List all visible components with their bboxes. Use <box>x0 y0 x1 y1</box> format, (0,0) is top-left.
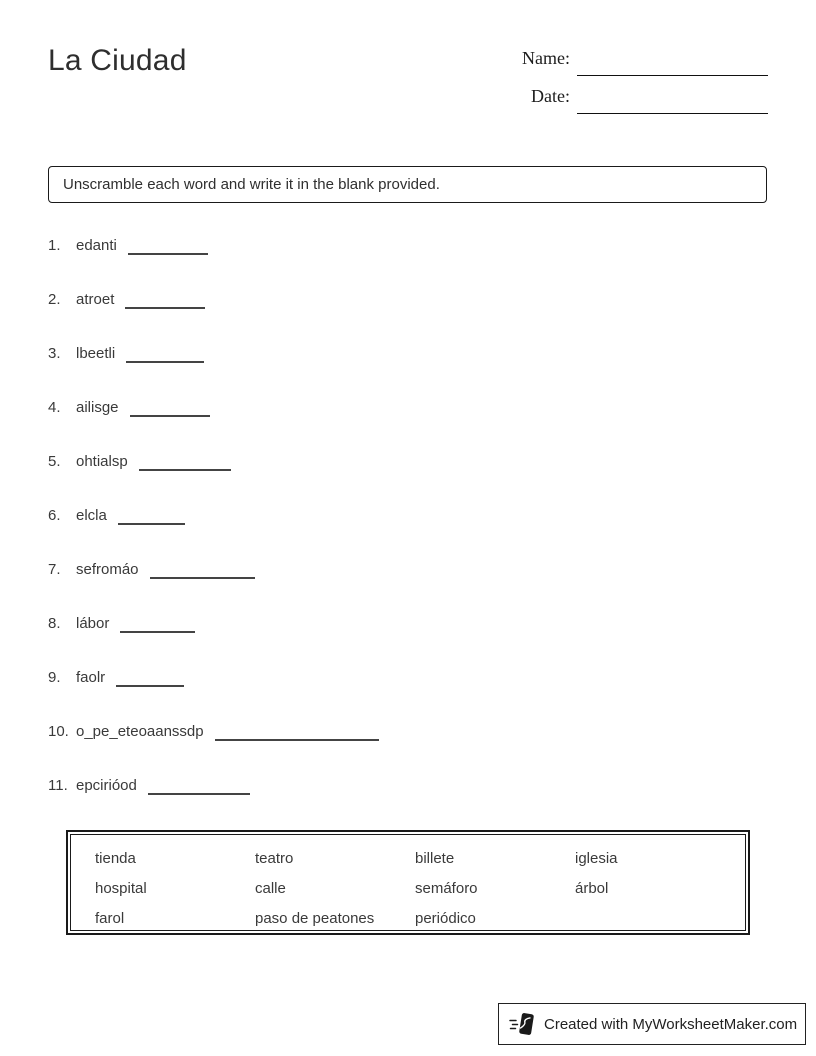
word-bank-box <box>66 830 750 935</box>
item-number: 6. <box>48 507 61 524</box>
item-number: 10. <box>48 723 69 740</box>
word-bank-entry: calle <box>255 879 286 897</box>
item-number: 2. <box>48 291 61 308</box>
answer-blank-line <box>125 290 205 309</box>
answer-blank-line <box>116 668 184 687</box>
scrambled-word: faolr <box>76 669 106 686</box>
answer-blank-line <box>148 776 250 795</box>
answer-blank-line <box>118 506 185 525</box>
word-bank-entry: billete <box>415 849 455 867</box>
name-field-row <box>522 48 768 76</box>
word-bank-entry: iglesia <box>575 849 618 867</box>
word-bank-entry: periódico <box>415 909 476 927</box>
credit-text: Created with MyWorksheetMaker.com <box>544 1015 798 1033</box>
page-title: La Ciudad <box>48 44 187 77</box>
scrambled-word: o_pe_eteoaanssdp <box>76 723 204 740</box>
item-number: 4. <box>48 399 61 416</box>
list-item <box>48 344 379 398</box>
scrambled-word: sefromáo <box>76 561 139 578</box>
scrambled-word: edanti <box>76 237 117 254</box>
item-number: 1. <box>48 237 61 254</box>
word-bank-entry: teatro <box>255 849 294 867</box>
answer-blank-line <box>120 614 195 633</box>
item-number: 5. <box>48 453 61 470</box>
list-item <box>48 560 379 614</box>
date-blank-line <box>577 85 768 114</box>
item-number: 11. <box>48 777 68 794</box>
item-number: 8. <box>48 615 61 632</box>
item-number: 3. <box>48 345 61 362</box>
word-bank-entry: tienda <box>95 849 136 867</box>
word-bank-entry: hospital <box>95 879 147 897</box>
word-bank-entry: paso de peatones <box>255 909 375 927</box>
word-bank-entry: árbol <box>575 879 609 897</box>
list-item <box>48 722 379 776</box>
item-number: 9. <box>48 669 61 686</box>
scrambled-word: elcla <box>76 507 107 524</box>
scrambled-word: epcirióod <box>76 777 137 794</box>
list-item <box>48 776 379 830</box>
name-label: Name: <box>522 48 570 68</box>
unscramble-list <box>48 236 379 830</box>
list-item <box>48 290 379 344</box>
answer-blank-line <box>139 452 231 471</box>
scrambled-word: ohtialsp <box>76 453 128 470</box>
scrambled-word: ailisge <box>76 399 119 416</box>
answer-blank-line <box>150 560 255 579</box>
scrambled-word: lbeetli <box>76 345 116 362</box>
list-item <box>48 452 379 506</box>
list-item <box>48 668 379 722</box>
credit-badge <box>498 1003 806 1045</box>
answer-blank-line <box>215 722 379 741</box>
name-date-block <box>522 48 768 114</box>
list-item <box>48 506 379 560</box>
date-field-row <box>531 86 768 114</box>
list-item <box>48 614 379 668</box>
flying-notebook-icon <box>509 1012 536 1036</box>
list-item <box>48 398 379 452</box>
scrambled-word: atroet <box>76 291 115 308</box>
instructions-text: Unscramble each word and write it in the blank provided. <box>63 176 440 193</box>
word-bank-entry: farol <box>95 909 125 927</box>
date-label: Date: <box>531 86 570 106</box>
list-item <box>48 236 379 290</box>
instructions-box <box>48 166 767 203</box>
word-bank-grid <box>70 834 746 931</box>
scrambled-word: lábor <box>76 615 110 632</box>
word-bank-entry: semáforo <box>415 879 478 897</box>
answer-blank-line <box>130 398 210 417</box>
item-number: 7. <box>48 561 61 578</box>
answer-blank-line <box>126 344 204 363</box>
answer-blank-line <box>128 236 208 255</box>
name-blank-line <box>577 47 768 76</box>
